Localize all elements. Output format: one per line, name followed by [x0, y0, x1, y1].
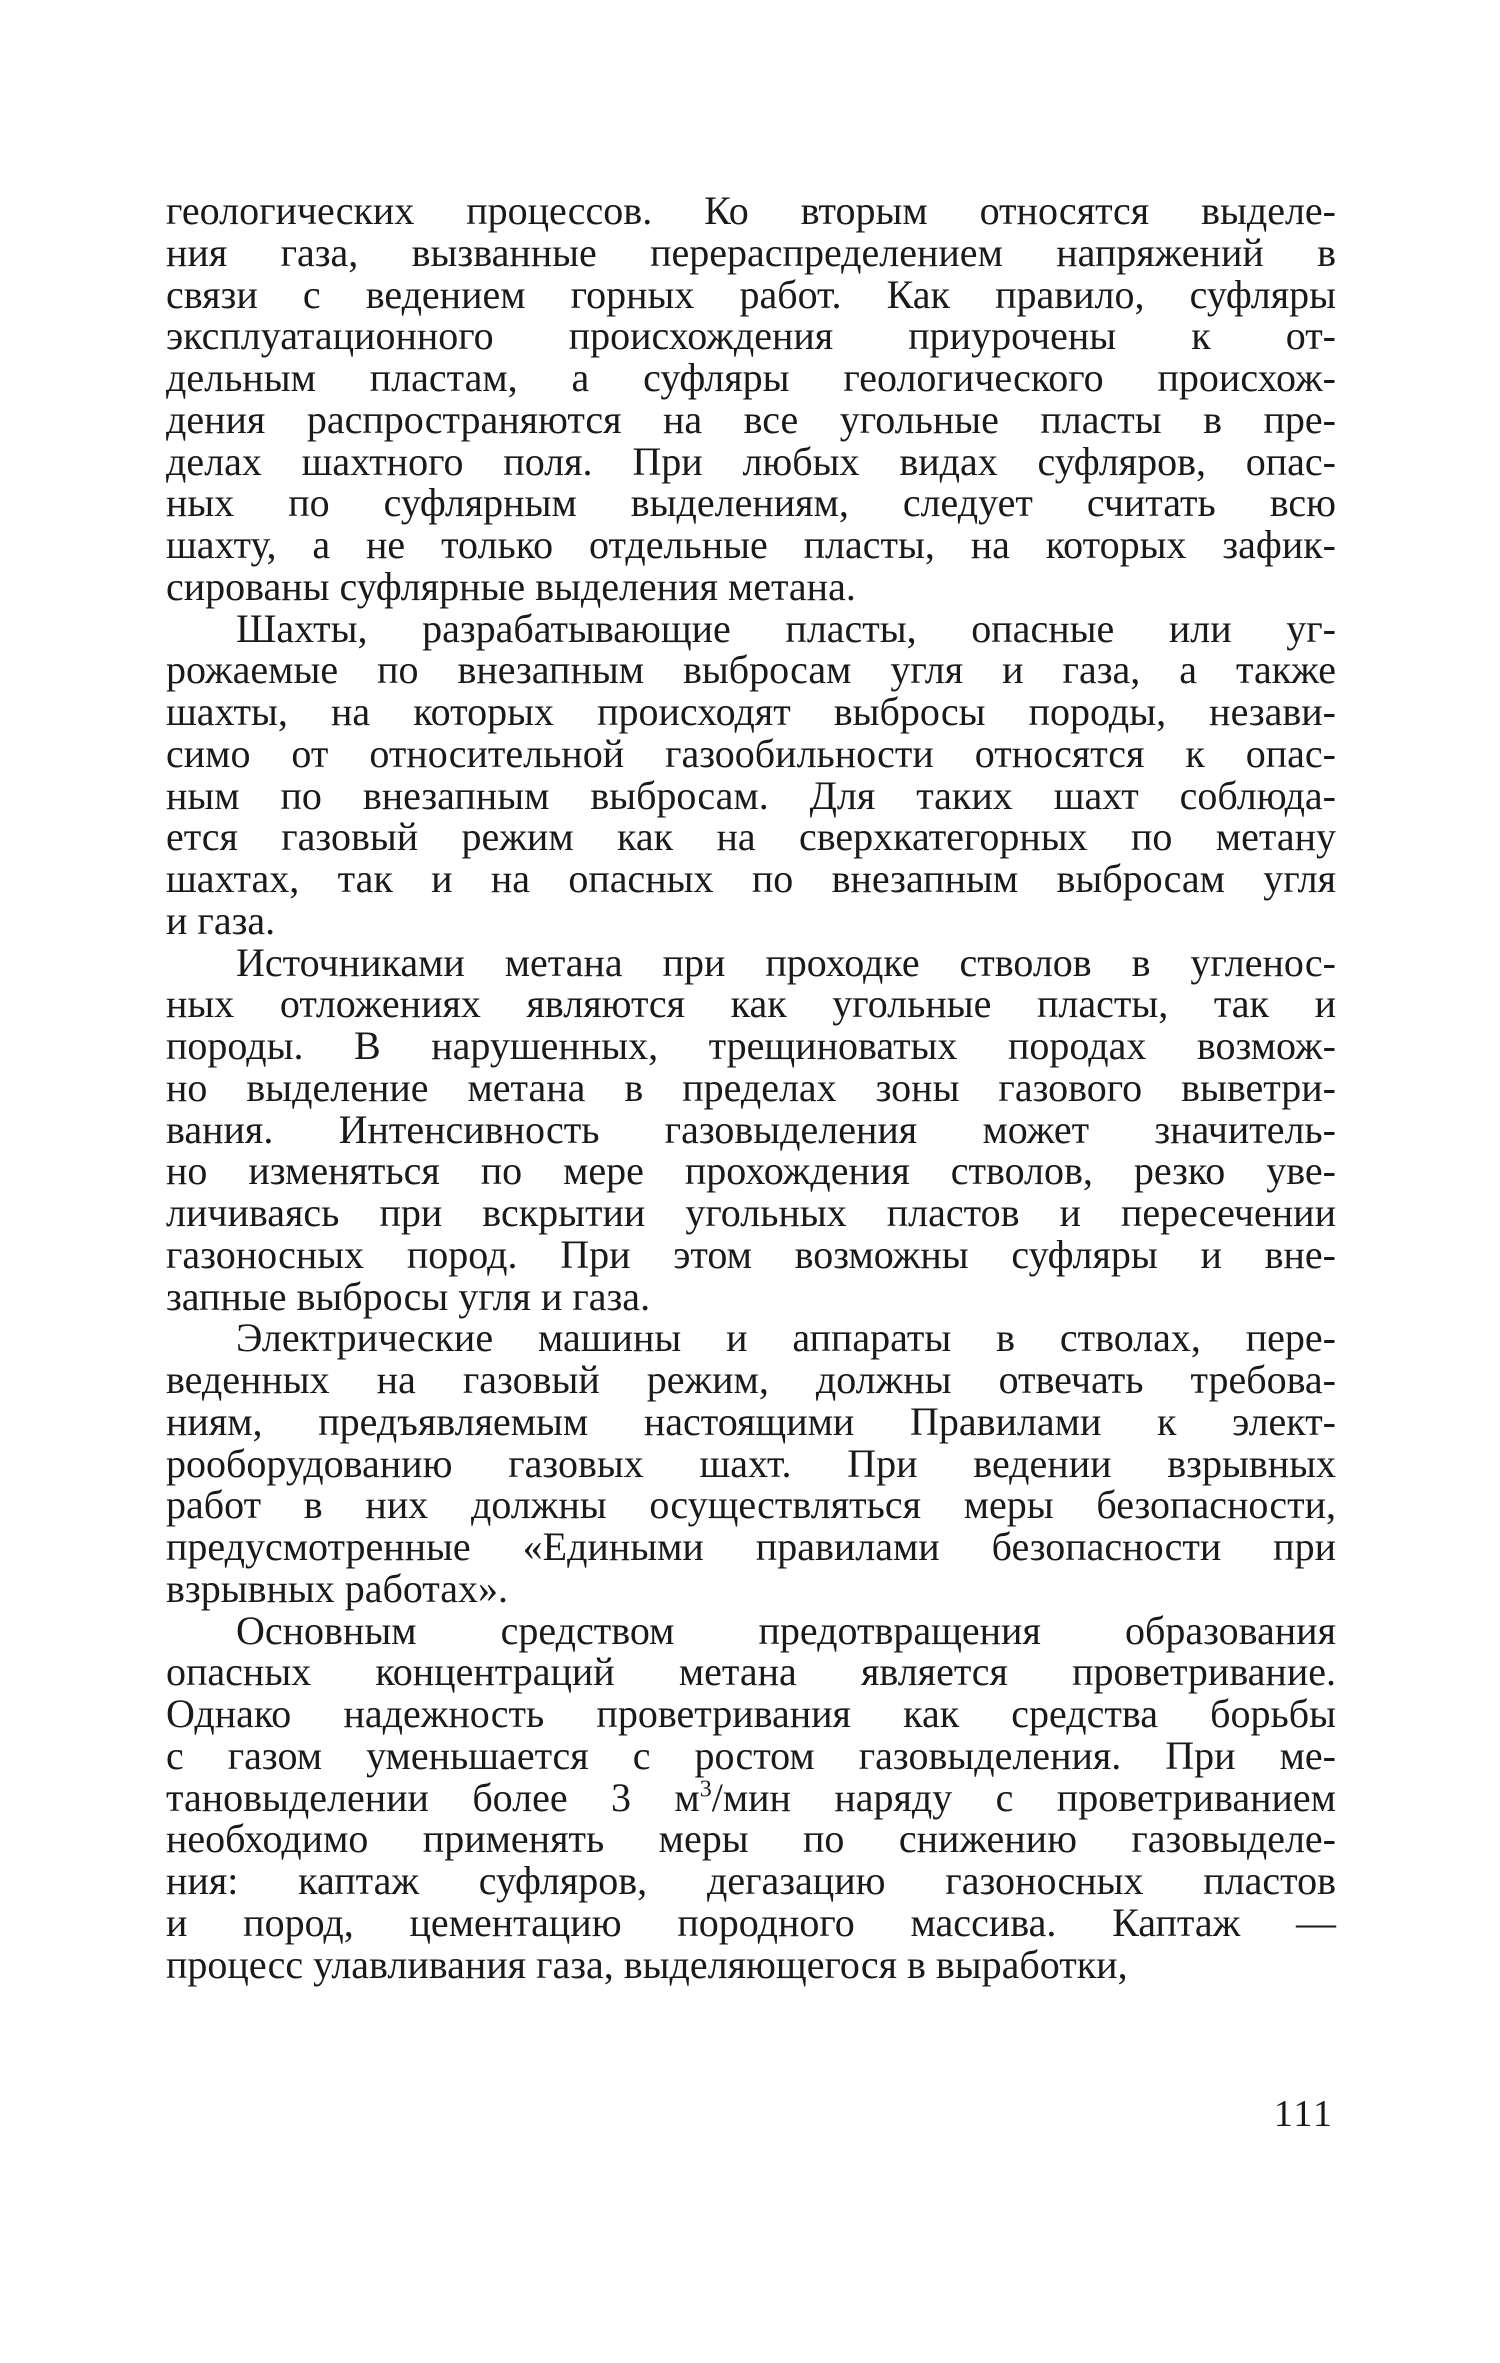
text-line: ниям, предъявляемым настоящими Правилами к элект-	[166, 1398, 1336, 1444]
paragraph-1	[166, 190, 1336, 608]
superscript: 3	[699, 1776, 712, 1803]
text-line: ных по суфлярным выделениям, следует считать всю	[166, 480, 1336, 526]
text-line: шахты, на которых происходят выбросы породы, незави-	[166, 689, 1336, 734]
text-line: симо от относительной газообильности относятся к опас-	[166, 730, 1336, 776]
text-line: с газом уменьшается с ростом газовыделения. При ме-	[166, 1732, 1336, 1778]
text-line: ется газовый режим как на сверхкатегорных по метану	[166, 814, 1336, 860]
text-line: дельным пластам, а суфляры геологического происхож-	[166, 355, 1336, 400]
text-line: но изменяться по мере прохождения стволов, резко уве-	[166, 1148, 1336, 1194]
text-line: опасных концентраций метана является проветривание.	[166, 1649, 1336, 1695]
text-line: породы. В нарушенных, трещиноватых породах возмож-	[166, 1023, 1336, 1068]
text-line: дения распространяются на все угольные пласты в пре-	[166, 396, 1336, 442]
page-number: 111	[1273, 2093, 1334, 2135]
text-line: шахту, а не только отдельные пласты, на которых зафик-	[166, 522, 1336, 567]
text-line-head: тановыделении более 3 м	[166, 1774, 700, 1820]
text-line: веденных на газовый режим, должны отвечать требова-	[166, 1357, 1336, 1402]
text-line: и пород, цементацию породного массива. Каптаж —	[166, 1899, 1336, 1945]
text-line: ния: каптаж суфляров, дегазацию газоносных пластов	[166, 1858, 1336, 1903]
text-line: шахтах, так и на опасных по внезапным выбросам угля	[166, 856, 1336, 901]
text-line: ния газа, вызванные перераспределением напряжений в	[166, 229, 1336, 275]
text-line: делах шахтного поля. При любых видах суфляров, опас-	[166, 438, 1336, 484]
text-line: вания. Интенсивность газовыделения может значитель-	[166, 1106, 1336, 1152]
text-line: ным по внезапным выбросам. Для таких шахт соблюда-	[166, 772, 1336, 818]
text-line: сированы суфлярные выделения метана.	[166, 563, 856, 609]
text-line: необходимо применять меры по снижению газовыделе-	[166, 1816, 1336, 1862]
text-line: рожаемые по внезапным выбросам угля и газа, а также	[166, 647, 1336, 693]
paragraph-2	[166, 605, 1336, 943]
text-line: процесс улавливания газа, выделяющегося в выработки,	[166, 1941, 1128, 1987]
text-line: газоносных пород. При этом возможны суфляры и вне-	[166, 1231, 1336, 1277]
text-line: Основным средством предотвращения образования	[236, 1607, 1336, 1653]
text-line: работ в них должны осуществляться меры безопасности,	[166, 1482, 1336, 1528]
text-line: геологических процессов. Ко вторым относятся выделе-	[166, 188, 1336, 233]
text-line	[166, 1774, 1336, 1820]
text-line: ных отложениях являются как угольные пласты, так и	[166, 981, 1336, 1027]
text-line: предусмотренные «Едиными правилами безопасности при	[166, 1524, 1336, 1569]
text-line: и газа.	[166, 897, 276, 943]
paragraph-5	[166, 1607, 1336, 1987]
text-line: но выделение метана в пределах зоны газового выветри-	[166, 1064, 1336, 1110]
text-line: Электрические машины и аппараты в стволах, пере-	[236, 1315, 1336, 1361]
text-line: Однако надежность проветривания как средства борьбы	[166, 1691, 1336, 1736]
text-line: личиваясь при вскрытии угольных пластов и пересечении	[166, 1190, 1336, 1235]
text-line-tail: /мин наряду с проветриванием	[711, 1774, 1336, 1820]
paragraph-4	[166, 1317, 1336, 1609]
paragraph-3	[166, 939, 1336, 1319]
text-line: рооборудованию газовых шахт. При ведении взрывных	[166, 1440, 1336, 1486]
text-line: связи с ведением горных работ. Как правило, суфляры	[166, 271, 1336, 317]
page-body-text	[166, 190, 1336, 1985]
text-line: Шахты, разрабатывающие пласты, опасные или уг-	[236, 605, 1336, 651]
text-line: взрывных работах».	[166, 1565, 509, 1611]
text-line: Источниками метана при проходке стволов в угленос-	[236, 939, 1336, 985]
text-line: запные выбросы угля и газа.	[166, 1273, 651, 1319]
text-line: эксплуатационного происхождения приурочены к от-	[166, 313, 1336, 359]
